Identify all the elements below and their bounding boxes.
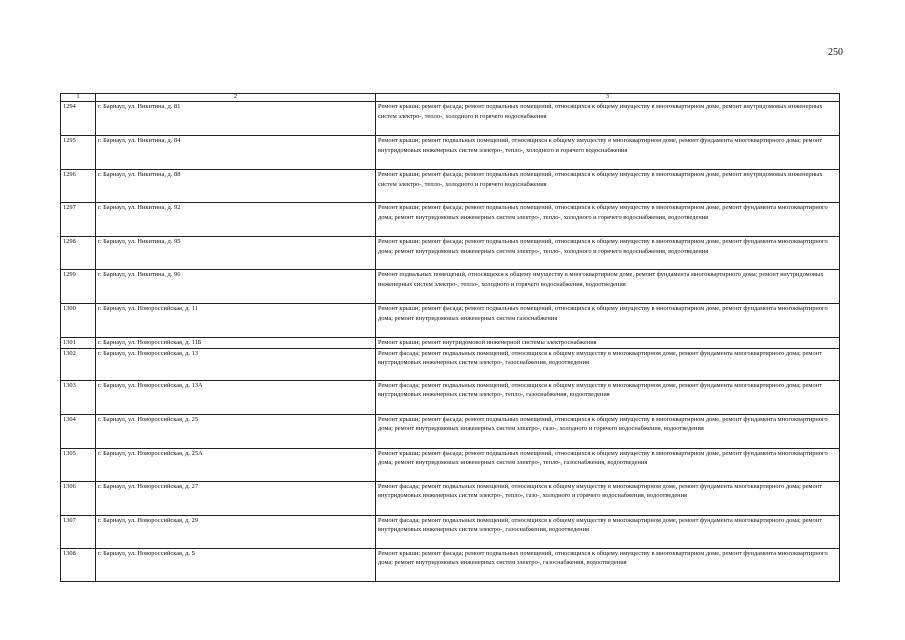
row-address: г. Барнаул, ул. Новороссийская, д. 27	[96, 481, 376, 515]
row-works: Ремонт фасада; ремонт подвальных помещений, относящихся к общему имуществу в многоквартирном доме, ремонт фундамента многоквартирного дома; ремонт внутридомовых инженерных систем электро-, тепло-, газо-, холодного и горячего водоснабжения, водоотведения	[376, 481, 840, 515]
row-number: 1305	[61, 448, 96, 481]
header-col-3: 3	[376, 94, 840, 102]
row-number: 1306	[61, 481, 96, 515]
row-works: Ремонт крыши; ремонт внутридомовой инженерной системы электроснабжения	[376, 338, 840, 349]
table-row	[61, 270, 840, 304]
row-address: г. Барнаул, ул. Новороссийская, д. 13А	[96, 380, 376, 414]
row-number: 1296	[61, 170, 96, 203]
row-address: г. Барнаул, ул. Никитина, д. 88	[96, 170, 376, 203]
row-works: Ремонт крыши; ремонт фасада; ремонт подвальных помещений, относящихся к общему имуществу в многоквартирном доме, ремонт фундамента многоквартирного дома; ремонт внутридомовых инженерных систем электро-, газоснабжения, водоотведения	[376, 548, 840, 581]
table-row	[61, 481, 840, 515]
row-address: г. Барнаул, ул. Никитина, д. 95	[96, 237, 376, 270]
table-row	[61, 380, 840, 414]
header-col-2: 2	[96, 94, 376, 102]
row-works: Ремонт крыши; ремонт фасада; ремонт подвальных помещений, относящихся к общему имуществу в многоквартирном доме, ремонт внутридомовых инженерных систем электро-, тепло-, холодного и горячего водоснабжения	[376, 102, 840, 136]
row-address: г. Барнаул, ул. Новороссийская, д. 11Б	[96, 338, 376, 349]
row-number: 1307	[61, 515, 96, 548]
row-works: Ремонт фасада; ремонт подвальных помещений, относящихся к общему имуществу в многоквартирном доме, ремонт фундамента многоквартирного дома; ремонт внутридомовых инженерных систем электро-, газоснабжения, водоотведения	[376, 348, 840, 380]
row-address: г. Барнаул, ул. Новороссийская, д. 25	[96, 414, 376, 448]
row-number: 1304	[61, 414, 96, 448]
row-works: Ремонт крыши; ремонт фасада; ремонт подвальных помещений, относящихся к общему имуществу в многоквартирном доме, ремонт фундамента многоквартирного дома; ремонт внутридомовых инженерных систем электро-, тепло-, холодного и горячего водоснабжения, водоотведения	[376, 203, 840, 237]
row-number: 1298	[61, 237, 96, 270]
table-row	[61, 515, 840, 548]
row-works: Ремонт крыши; ремонт фасада; ремонт подвальных помещений, относящихся к общему имуществу в многоквартирном доме, ремонт фундамента многоквартирного дома; ремонт внутридомовых инженерных систем газоснабжения	[376, 304, 840, 338]
row-works: Ремонт фасада; ремонт подвальных помещений, относящихся к общему имуществу в многоквартирном доме, ремонт фундамента многоквартирного дома; ремонт внутридомовых инженерных систем электро-, тепло-, газоснабжения, водоотведения	[376, 380, 840, 414]
table-row	[61, 448, 840, 481]
header-col-1: 1	[61, 94, 96, 102]
table-row	[61, 170, 840, 203]
table-row	[61, 348, 840, 380]
row-address: г. Барнаул, ул. Никитина, д. 96	[96, 270, 376, 304]
row-number: 1302	[61, 348, 96, 380]
row-works: Ремонт крыши; ремонт фасада; ремонт подвальных помещений, относящихся к общему имуществу в многоквартирном доме, ремонт внутридомовых инженерных систем электро-, тепло-, холодного и горячего водоснабжения	[376, 170, 840, 203]
row-works: Ремонт фасада; ремонт подвальных помещений, относящихся к общему имуществу в многоквартирном доме, ремонт фундамента многоквартирного дома; ремонт внутридомовых инженерных систем электро-, газоснабжения, водоотведения	[376, 515, 840, 548]
row-number: 1301	[61, 338, 96, 349]
row-address: г. Барнаул, ул. Новороссийская, д. 13	[96, 348, 376, 380]
row-address: г. Барнаул, ул. Никитина, д. 81	[96, 102, 376, 136]
row-number: 1300	[61, 304, 96, 338]
table-row	[61, 548, 840, 581]
row-address: г. Барнаул, ул. Новороссийская, д. 29	[96, 515, 376, 548]
row-address: г. Барнаул, ул. Никитина, д. 92	[96, 203, 376, 237]
table-row	[61, 338, 840, 349]
row-address: г. Барнаул, ул. Никитина, д. 84	[96, 136, 376, 170]
header-row	[61, 94, 840, 102]
table-row	[61, 102, 840, 136]
row-number: 1294	[61, 102, 96, 136]
row-number: 1303	[61, 380, 96, 414]
works-table	[60, 93, 840, 582]
table-row	[61, 203, 840, 237]
row-address: г. Барнаул, ул. Новороссийская, д. 11	[96, 304, 376, 338]
row-address: г. Барнаул, ул. Новороссийская, д. 25А	[96, 448, 376, 481]
row-number: 1299	[61, 270, 96, 304]
row-number: 1308	[61, 548, 96, 581]
row-works: Ремонт подвальных помещений, относящихся к общему имуществу в многоквартирном доме, ремонт фундамента многоквартирного дома; ремонт внутридомовых инженерных систем электро-, тепло-, холодного и горячего водоснабжения, водоотведения	[376, 270, 840, 304]
row-address: г. Барнаул, ул. Новороссийская, д. 5	[96, 548, 376, 581]
row-number: 1295	[61, 136, 96, 170]
table-row	[61, 304, 840, 338]
table-row	[61, 237, 840, 270]
table-row	[61, 136, 840, 170]
row-number: 1297	[61, 203, 96, 237]
row-works: Ремонт крыши; ремонт фасада; ремонт подвальных помещений, относящихся к общему имуществу в многоквартирном доме, ремонт фундамента многоквартирного дома; ремонт внутридомовых инженерных систем электро-, газо-, холодного и горячего водоснабжения, водоотведения	[376, 414, 840, 448]
table-row	[61, 414, 840, 448]
page-number: 250	[828, 47, 843, 58]
row-works: Ремонт крыши; ремонт фасада; ремонт подвальных помещений, относящихся к общему имуществу в многоквартирном доме, ремонт фундамента многоквартирного дома; ремонт внутридомовых инженерных систем электро-, тепло-, холодного и горячего водоснабжения, водоотведения	[376, 237, 840, 270]
row-works: Ремонт крыши; ремонт подвальных помещений, относящихся к общему имуществу в многоквартирном доме, ремонт фундамента многоквартирного дома; ремонт внутридомовых инженерных систем электро-, тепло-, холодного и горячего водоснабжения	[376, 136, 840, 170]
row-works: Ремонт крыши; ремонт фасада; ремонт подвальных помещений, относящихся к общему имуществу в многоквартирном доме, ремонт фундамента многоквартирного дома; ремонт внутридомовых инженерных систем электро-, тепло-, газоснабжения, водоотведения	[376, 448, 840, 481]
